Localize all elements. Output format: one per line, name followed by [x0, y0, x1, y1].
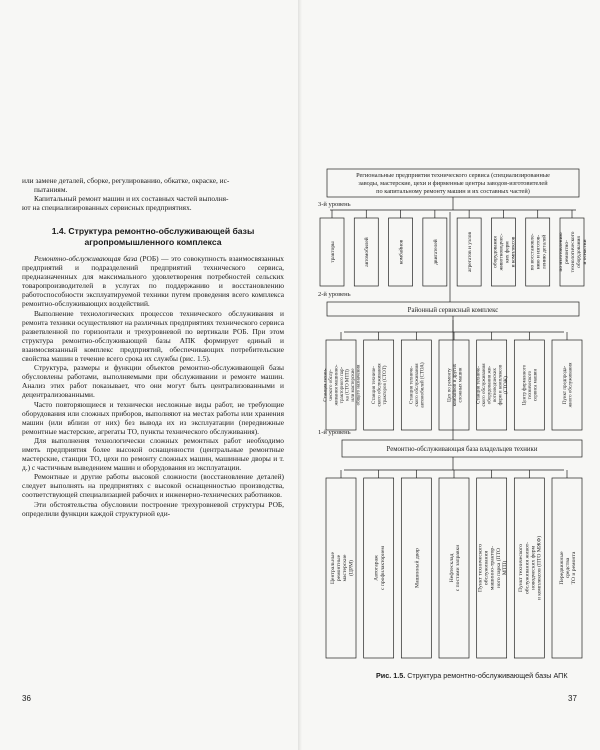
page-number: 37 — [568, 694, 577, 703]
level2-item-label: сложных машин — [458, 367, 464, 403]
figure-caption — [376, 671, 568, 680]
level2-item-label: жного обслуживания — [568, 362, 574, 408]
level2-item-label: тракторного пар- — [339, 366, 345, 404]
regional-box-line: Региональные предприятия технического сервиса (специализированные — [356, 172, 550, 179]
paragraph: Часто повторяющиеся и технически несложные виды работ, не требующие оборудования или сложных приборов, выполняют на местах работы или хранения машин (или вблизи от них) без вывода их из эксплуатации (передвижные ремонтные мастерские, агрегаты ТО, пункты технического обслуживания). — [22, 399, 284, 436]
regional-box-line: заводы, мастерские, цехи и фирменные центры заводов-изготовителей — [358, 180, 548, 187]
level3-item-label: оборудования — [492, 236, 499, 268]
level3-item-label: технологического — [569, 231, 576, 273]
level3-item-label: и комплексов — [510, 236, 517, 268]
paragraph-text: (РОБ) — это совокупность взаимосвязанных предприятий и подразделений предприятий технического сервиса, предназначенных для максимального удовлетворения потребностей сельских товаропроизводителей в услугах по поддержанию и восстановлению работоспособности эксплуатируемой техники путем проведения всего комплекса ремонтно-обслуживающих воздействий. — [22, 254, 285, 309]
paragraph: Ремонтные и другие работы высокой сложности (восстановление деталей) следует выполнять на предприятиях с высокой оснащенностью производства, соответствующей специализацией рабочих и инженерно-технических работников. — [22, 472, 284, 500]
level2-item-label: ка (СТО МТП) — [345, 369, 351, 401]
level2-item-label: автомобилей (СТОА) — [420, 362, 426, 408]
level2-item-label: Станция техниче- — [371, 366, 377, 404]
level1-item-label: Пункт технического — [518, 543, 525, 593]
level2-item-label: общего назначения — [356, 364, 362, 406]
level2-item-label: тракторов (СТОТ) — [382, 365, 388, 405]
level1-item-label: Пункт технического — [477, 543, 484, 593]
paragraph: Выполнение технологических процессов технического обслуживания и ремонта техники осуществляют на различных предприятиях технического сервиса разветвленной по горизонтали и трехуровневой по вертикали РОБ. При этом структура ремонтно-обслуживающей базы АПК формирует единый и взаимосвязанный комплекс предприятий, обеспечивающих потребительские свойства машин в течение всего срока их службы (рис. 1.5). — [22, 308, 284, 364]
level1-item-label: Передвижные — [558, 551, 565, 585]
level2-item-label: комбайнов и других — [452, 363, 458, 407]
level1-item-label: обслуживания — [483, 550, 490, 586]
paragraph: Структура, размеры и функции объектов ремонтно-обслуживающей базы обусловлены работами, выполняемыми при обслуживании и ремонте машин. Анализ этих работ показывает, что они могут быть централизованными и децентрализованными. — [22, 363, 284, 400]
level2-item-label: Пункт предпрода- — [563, 365, 569, 405]
level2-item-label: технического — [528, 370, 534, 400]
level2-item-label: живания машинно- — [334, 364, 340, 406]
structure-diagram — [300, 0, 600, 670]
level2-label: 2-й уровень — [318, 291, 351, 298]
level3-item-label: агрегатов и узлов — [467, 231, 474, 273]
level1-item-label: с постами заправки — [455, 544, 462, 592]
level3-item-label: нию и изготов- — [535, 234, 542, 270]
page-number: 36 — [22, 694, 31, 703]
level3-item-label: по восстановле- — [529, 233, 536, 271]
level3-item-label: двигателей — [432, 239, 439, 265]
level3-item-label: оборудования — [575, 236, 582, 268]
level2-item-label: ского обслуживания — [482, 363, 488, 407]
level1-item-label: новодческих ферм — [530, 545, 537, 591]
intro-line: ют на специализированных сервисных предприятиях. — [22, 203, 192, 213]
paragraph — [22, 254, 284, 309]
level1-item-label: Центральные — [329, 552, 336, 584]
paragraph: Для выполнения технологически сложных ремонтных работ необходимо иметь предприятия более высокой оснащенности (центральные ремонтные мастерские, станции ТО, цехи по ремонту сложных машин, машинные дворы и т. д.) с частичным выведением машин и оборудования из эксплуатации. — [22, 435, 284, 473]
level3-item-label: лению деталей — [541, 234, 548, 270]
level1-item-label: обслуживания живот- — [524, 542, 531, 594]
owners-box-label: Ремонтно-обслуживающая база владельцев техники — [386, 446, 538, 453]
level3-item-label: ремонтно- — [564, 240, 571, 264]
level1-item-label: Нефтесклад — [448, 553, 455, 583]
body-text — [22, 254, 284, 518]
level2-item-label: Цех по ремонту — [447, 368, 453, 402]
level1-item-label: (ЦРМ) — [348, 560, 355, 576]
level3-item-label: животноводчес- — [498, 233, 505, 271]
intro-text — [22, 176, 284, 212]
level3-item-label: тракторы — [329, 241, 336, 263]
caption-label: Рис. 1.5. — [376, 671, 406, 680]
level2-item-label: Центр фирменного — [522, 364, 528, 406]
level3-group — [320, 210, 588, 286]
level2-item-label: Станция техни- — [323, 368, 329, 402]
level1-item-label: и комплексов (ПТО МЖФ) — [536, 535, 543, 601]
district-box-label: Районный сервисный комплекс — [407, 307, 499, 314]
level2-item-label: Станция техниче- — [409, 366, 415, 404]
heading-line: агропромышленного комплекса — [84, 236, 222, 247]
paragraph: Эти обстоятельства обусловили построение трехуровневой структуры РОБ, определили функции каждой структурной еди- — [22, 499, 284, 518]
level2-item-label: ческого обслу- — [328, 369, 334, 401]
level1-item-label: средства — [565, 557, 572, 579]
level1-item-label: Машинный двор — [414, 548, 421, 588]
level2-item-label: ферм и комплексов — [498, 364, 504, 406]
level2-item-label: Станция техниче- — [476, 366, 482, 404]
regional-box-line: по капитальному ремонту машин и их составных частей) — [376, 188, 530, 195]
term: Ремонтно-обслуживающая база — [34, 254, 138, 263]
level1-label: 1-й уровень — [318, 429, 351, 436]
level3-item-label: автомобилей — [364, 237, 371, 267]
level2-item-label: или мастерские — [350, 368, 356, 402]
caption-text: Структура ремонтно-обслуживающей базы АПК — [405, 671, 568, 680]
level3-item-label: по изготовлению — [558, 232, 565, 272]
level2-item-label: (СТОЖ) — [504, 376, 510, 394]
level1-item-label: машинно-трактор- — [489, 545, 496, 591]
intro-line: пытаниям. — [34, 185, 68, 195]
level3-item-label: комбайнов — [398, 239, 405, 265]
level1-item-label: Автогараж — [373, 555, 380, 581]
level1-item-label: ремонтные — [335, 554, 342, 582]
level1-item-label: ного парка (ПТО — [495, 547, 502, 589]
level1-item-label: с профилакторием — [379, 546, 386, 590]
level3-label: 3-й уровень — [318, 201, 351, 208]
section-heading — [22, 226, 284, 247]
level2-item-label: ского обслуживания — [377, 363, 383, 407]
level2-item-label: ского обслуживания — [415, 363, 421, 407]
intro-line: Капитальный ремонт машин и их составных частей выполня- — [34, 194, 229, 204]
level2-item-label: оборудования жи- — [487, 365, 493, 405]
heading-line: 1.4. Структура ремонтно-обслуживающей базы — [51, 226, 255, 236]
intro-line: или замене деталей, сборке, регулированию, обкатке, окраске, ис- — [22, 176, 230, 185]
level3-item-label: ких ферм — [504, 241, 511, 263]
level1-item-label: мастерские — [342, 554, 349, 582]
level3-item-label: и оснастки — [581, 239, 588, 265]
level1-group — [326, 470, 582, 658]
level1-item-label: ТО и ремонта — [571, 551, 578, 585]
level2-item-label: сервиса машин — [533, 368, 539, 402]
level1-item-label: МТП) — [502, 560, 509, 576]
level2-item-label: вотноводческих — [493, 367, 499, 403]
